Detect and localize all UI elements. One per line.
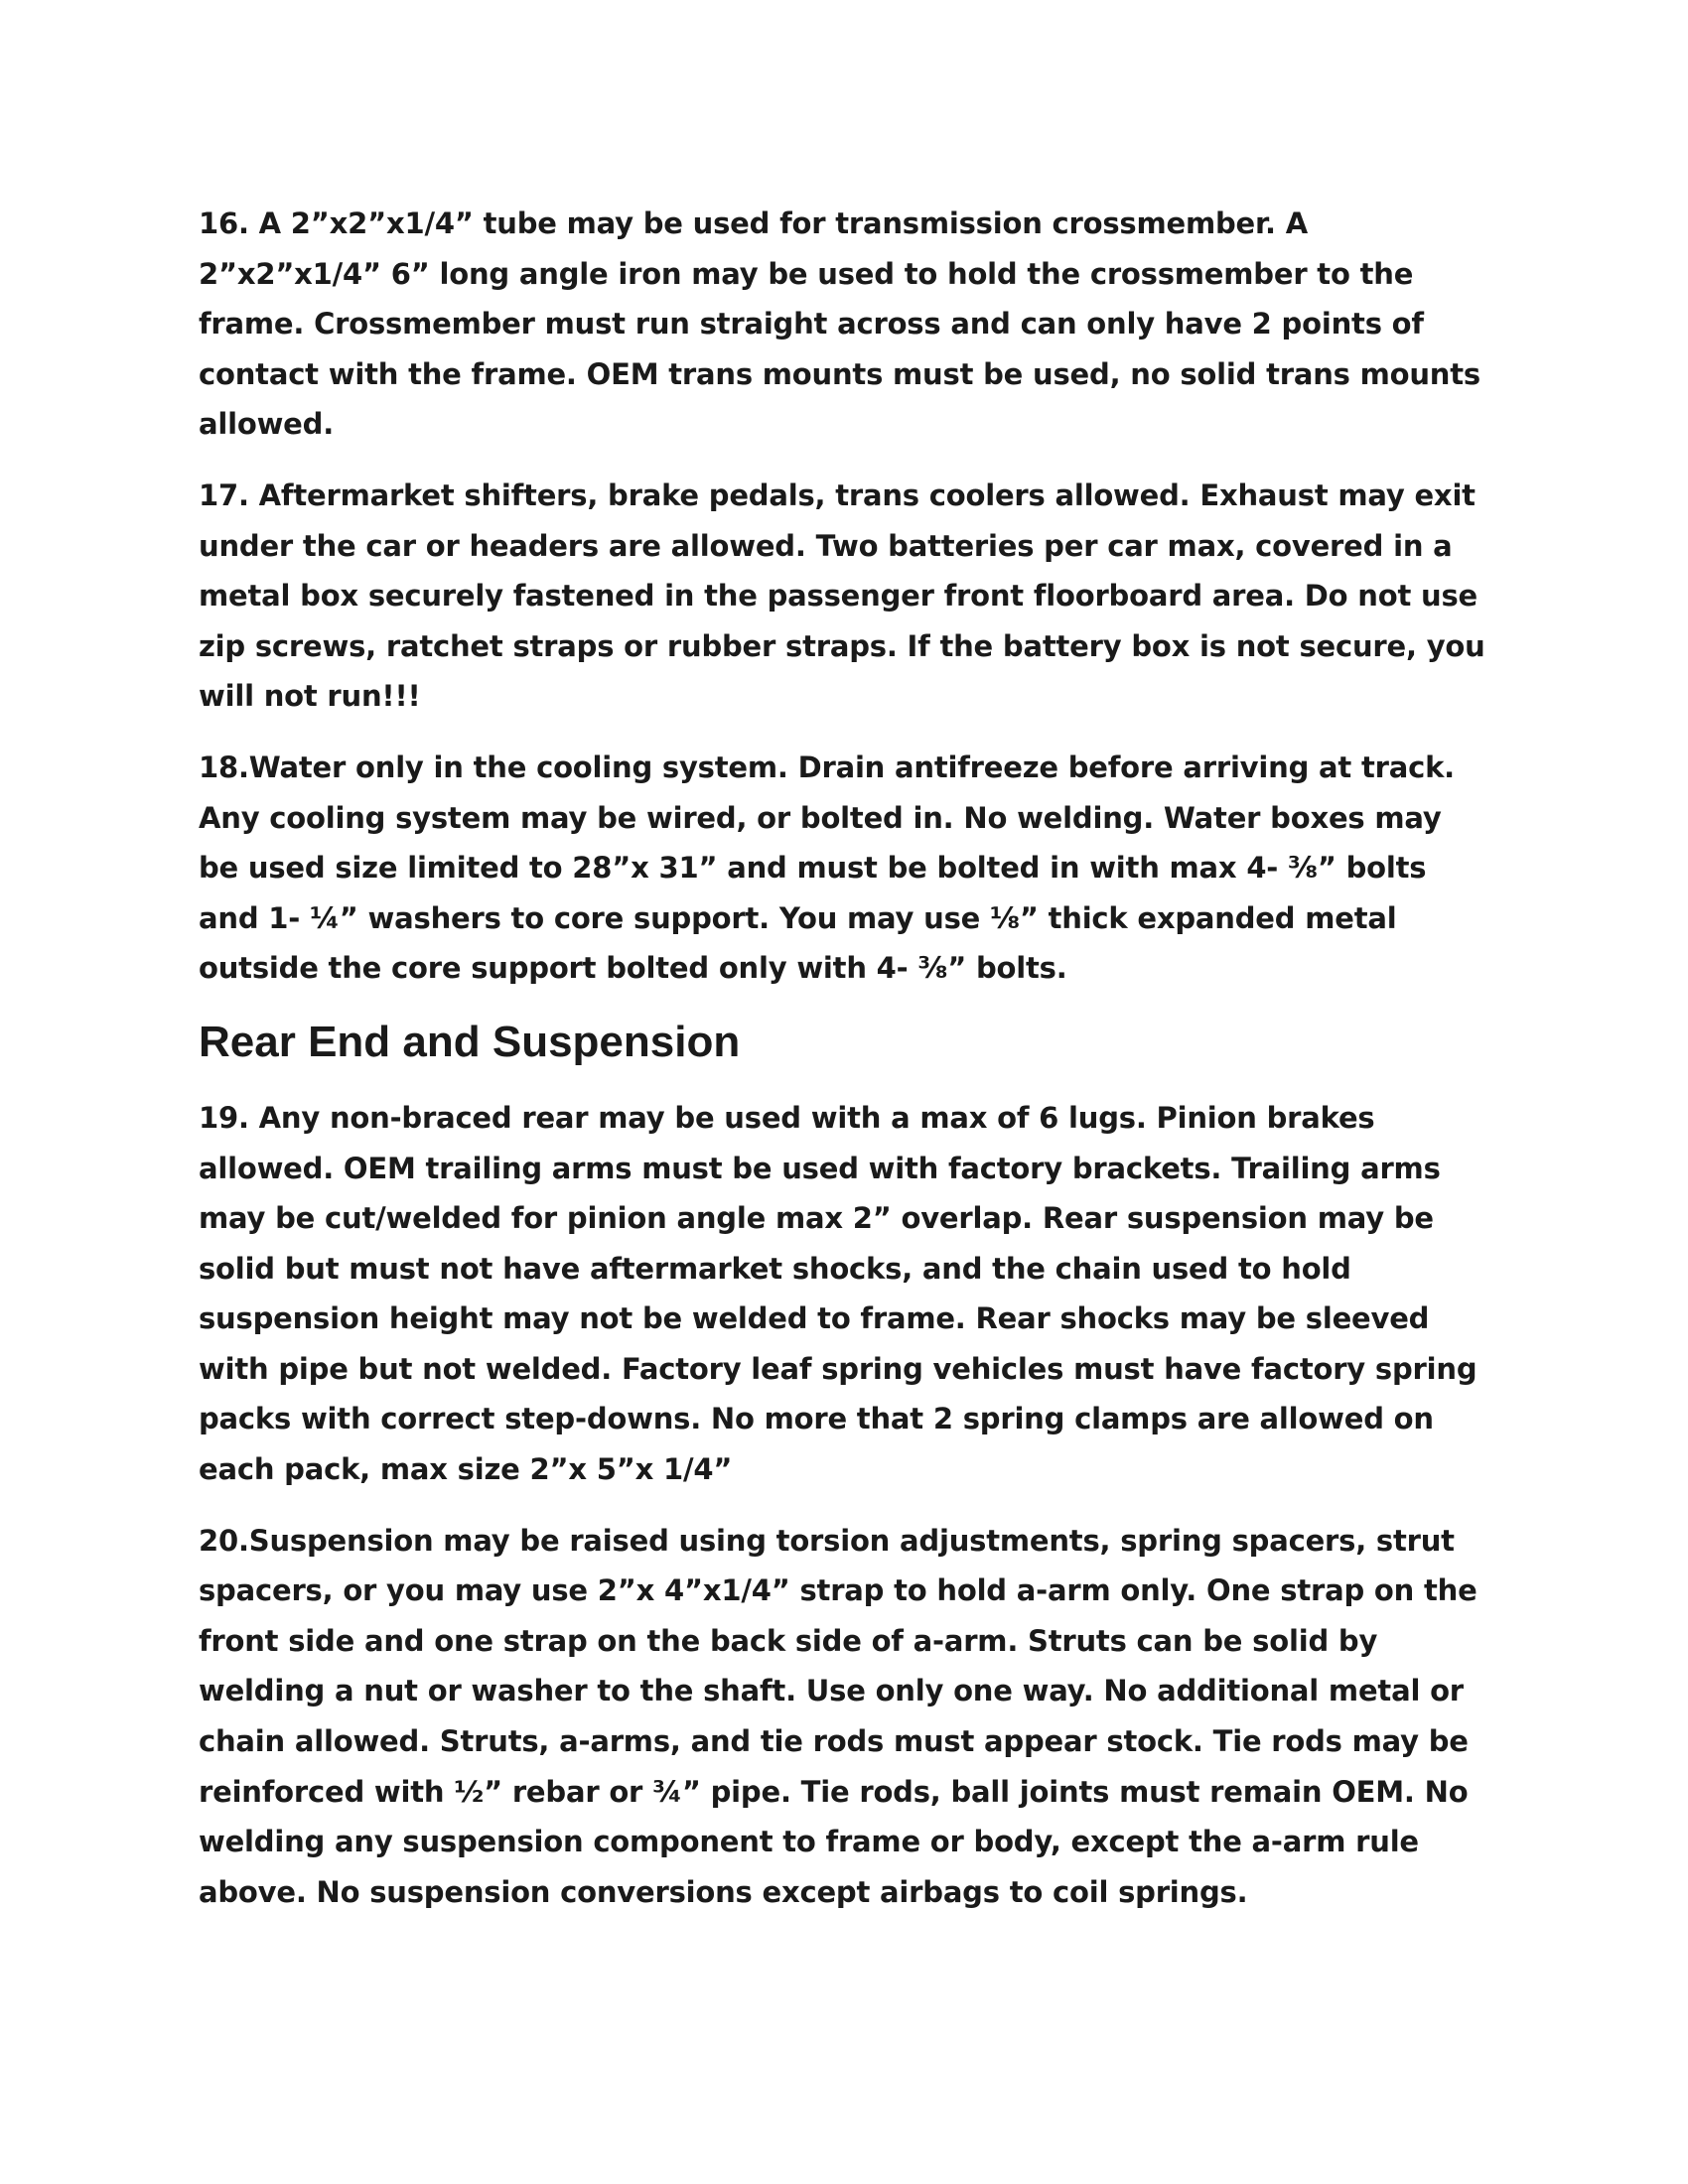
rule-18-paragraph: 18.Water only in the cooling system. Drain antifreeze before arriving at track. Any cooling system may be wired, or bolted in. No welding. Water boxes may be used size limited to 28”x 31” and must be bolted in with max 4- ⅜” bolts and 1- ¼” washers to core support. You may use ⅛” thick expanded metal outside the core support bolted only with 4- ⅜” bolts. <box>199 750 1455 986</box>
rule-17-paragraph: 17. Aftermarket shifters, brake pedals, trans coolers allowed. Exhaust may exit under the car or headers are allowed. Two batteries per car max, covered in a metal box securely fastened in the passenger front floorboard area. Do not use zip screws, ratchet straps or rubber straps. If the battery box is not secure, you will not run!!! <box>199 478 1485 714</box>
section-heading: Rear End and Suspension <box>199 1017 741 1066</box>
rule-20-paragraph: 20.Suspension may be raised using torsion adjustments, spring spacers, strut spacers, or you may use 2”x 4”x1/4” strap to hold a-arm only. One strap on the front side and one strap on the back side of a-arm. Struts can be solid by welding a nut or washer to the shaft. Use only one way. No additional metal or chain allowed. Struts, a-arms, and tie rods must appear stock. Tie rods may be reinforced with ½” rebar or ¾” pipe. Tie rods, ball joints must remain OEM. No welding any suspension component to frame or body, except the a-arm rule above. No suspension conversions except airbags to coil springs. <box>199 1523 1477 1909</box>
rule-19-paragraph: 19. Any non-braced rear may be used with a max of 6 lugs. Pinion brakes allowed. OEM trailing arms must be used with factory brackets. Trailing arms may be cut/welded for pinion angle max 2” overlap. Rear suspension may be solid but must not have aftermarket shocks, and the chain used to hold suspension height may not be welded to frame. Rear shocks may be sleeved with pipe but not welded. Factory leaf spring vehicles must have factory spring packs with correct step-downs. No more that 2 spring clamps are allowed on each pack, max size 2”x 5”x 1/4” <box>199 1100 1477 1487</box>
document-page <box>199 199 1489 1938</box>
rule-16-paragraph: 16. A 2”x2”x1/4” tube may be used for transmission crossmember. A 2”x2”x1/4” 6” long angle iron may be used to hold the crossmember to the frame. Crossmember must run straight across and can only have 2 points of contact with the frame. OEM trans mounts must be used, no solid trans mounts allowed. <box>199 206 1480 442</box>
